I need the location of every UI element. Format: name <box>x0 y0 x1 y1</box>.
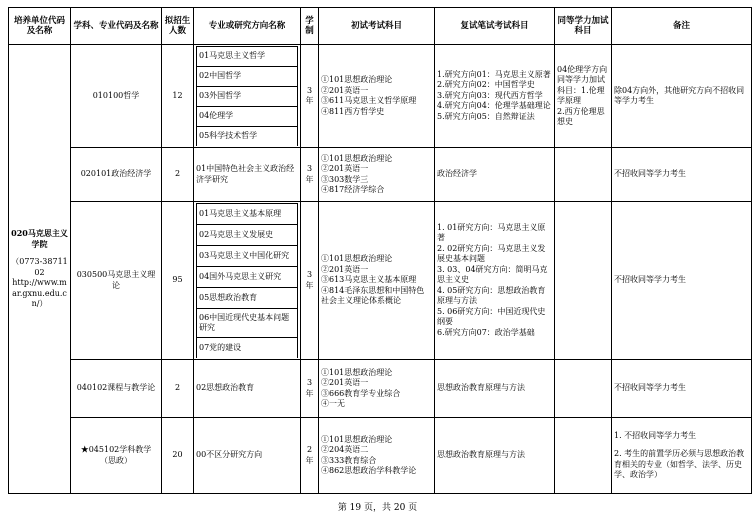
extra-cell <box>555 45 612 148</box>
major-cell: 010100哲学 <box>71 45 162 148</box>
direction-item: 03外国哲学 <box>197 87 298 107</box>
direction-cell: 01中国特色社会主义政治经济学研究 <box>194 148 301 202</box>
years-cell: 3年 <box>301 202 319 360</box>
exam-item: ③611马克思主义哲学原理 <box>321 96 417 105</box>
direction-item: 05科学技术哲学 <box>197 127 298 147</box>
exam-item: ④817经济学综合 <box>321 185 385 194</box>
quota-cell: 20 <box>162 418 194 494</box>
major-cell: 040102课程与教学论 <box>71 360 162 418</box>
admission-table <box>8 7 752 494</box>
note-item: 1. 不招收同等学力考生 <box>614 430 697 440</box>
page-footer: 第 19 页，共 20 页 <box>337 503 418 513</box>
exam-cell <box>319 418 435 494</box>
direction-item: 02马克思主义发展史 <box>197 225 298 246</box>
exam-item: ②201英语一 <box>321 378 369 387</box>
unit-phone: （0773-3871102 <box>11 257 68 277</box>
direction-item: 06中国近现代史基本问题研究 <box>197 309 298 338</box>
major-cell: 030500马克思主义理论 <box>71 202 162 360</box>
exam-item: ①101思想政治理论 <box>321 153 393 163</box>
retest-item: 2. 02研究方向：马克思主义发展史基本问题 <box>437 243 546 264</box>
major-cell: ★045102学科教学（思政） <box>71 418 162 494</box>
unit-name: 020马克思主义学院 <box>11 228 68 249</box>
exam-item: ③666教育学专业综合 <box>321 388 401 398</box>
quota-cell: 95 <box>162 202 194 360</box>
exam-cell <box>319 360 435 418</box>
retest-cell: 思想政治教育原理与方法 <box>435 360 555 418</box>
header-retest: 复试笔试考试科目 <box>435 8 555 45</box>
major-cell: 020101政治经济学 <box>71 148 162 202</box>
note-cell: 除04方向外，其他研究方向不招收同等学力考生 <box>612 45 752 148</box>
quota-cell: 12 <box>162 45 194 148</box>
exam-item: ②204英语二 <box>321 445 369 454</box>
exam-cell <box>319 202 435 360</box>
exam-item: ④811西方哲学史 <box>321 106 385 116</box>
note-cell: 不招收同等学力考生 <box>612 202 752 360</box>
exam-cell <box>319 148 435 202</box>
note-cell: 不招收同等学力考生 <box>612 148 752 202</box>
years-cell: 2年 <box>301 418 319 494</box>
extra-cell <box>555 148 612 202</box>
extra-cell <box>555 418 612 494</box>
exam-item: ①101思想政治理论 <box>321 75 393 84</box>
exam-item: ④862思想政治学科教学论 <box>321 466 417 475</box>
retest-cell: 思想政治教育原理与方法 <box>435 418 555 494</box>
retest-item: 3. 03、04研究方向：简明马克思主义史 <box>437 264 548 285</box>
header-years: 学制 <box>301 8 319 45</box>
extra-cell <box>555 202 612 360</box>
retest-item: 3.研究方向03：现代西方哲学 <box>437 90 543 100</box>
exam-item: ④814毛泽东思想和中国特色社会主义理论体系概论 <box>321 285 425 306</box>
table-row <box>9 418 752 494</box>
note-cell: 不招收同等学力考生 <box>612 360 752 418</box>
direction-cell: 00不区分研究方向 <box>194 418 301 494</box>
exam-item: ①101思想政治理论 <box>321 254 393 264</box>
direction-cell: 02思想政治教育 <box>194 360 301 418</box>
table-row <box>9 360 752 418</box>
direction-cell <box>194 202 301 360</box>
extra-item: 04伦理学方向同等学力加试科目：1.伦理学原理 <box>557 64 608 105</box>
header-direction: 专业或研究方向名称 <box>194 8 301 45</box>
exam-cell <box>319 45 435 148</box>
header-exam: 初试考试科目 <box>319 8 435 45</box>
years-cell: 3年 <box>301 148 319 202</box>
header-note: 备注 <box>612 8 752 45</box>
table-header-row <box>9 8 752 45</box>
retest-item: 5.研究方向05：自然辩证法 <box>437 111 535 121</box>
admission-table-wrapper <box>8 7 751 494</box>
exam-item: ③303数学三 <box>321 174 369 184</box>
exam-item: ①101思想政治理论 <box>321 367 393 377</box>
retest-item: 1. 01研究方向：马克思主义原著 <box>437 222 546 243</box>
note-item: 2. 考生的前置学历必须与思想政治教育相关的专业（如哲学、法学、历史学、政治学） <box>614 449 745 479</box>
header-extra: 同等学力加试科目 <box>555 8 612 45</box>
exam-item: ③333教育综合 <box>321 455 377 465</box>
header-quota: 拟招生人数 <box>162 8 194 45</box>
retest-item: 5. 06研究方向：中国近现代史纲要 <box>437 306 546 327</box>
exam-item: ②201英语一 <box>321 264 369 274</box>
exam-item: ②201英语一 <box>321 164 369 173</box>
direction-item: 03马克思主义中国化研究 <box>197 246 298 267</box>
table-row <box>9 148 752 202</box>
direction-item: 07党的建设 <box>197 338 298 359</box>
note-cell <box>612 418 752 494</box>
retest-item: 6.研究方向07：政治学基础 <box>437 327 535 337</box>
years-cell: 3年 <box>301 360 319 418</box>
direction-list <box>196 46 298 146</box>
direction-item: 02中国哲学 <box>197 67 298 87</box>
direction-item: 04伦理学 <box>197 107 298 127</box>
direction-list <box>196 203 298 358</box>
retest-item: 2.研究方向02：中国哲学史 <box>437 80 535 90</box>
retest-item: 4.研究方向04：伦理学基础理论 <box>437 101 551 111</box>
retest-cell <box>435 45 555 148</box>
unit-cell <box>9 45 71 494</box>
direction-item: 01马克思主义哲学 <box>197 47 298 67</box>
extra-item: 2.西方伦理思想史 <box>557 106 605 126</box>
unit-url[interactable]: http://www.mar.gxnu.edu.cn/） <box>12 278 67 309</box>
exam-item: ①101思想政治理论 <box>321 434 393 444</box>
extra-cell <box>555 360 612 418</box>
direction-item: 04国外马克思主义研究 <box>197 267 298 288</box>
years-cell: 3年 <box>301 45 319 148</box>
exam-item: ②201英语一 <box>321 85 369 95</box>
direction-item: 05思想政治教育 <box>197 288 298 309</box>
table-row <box>9 202 752 360</box>
retest-item: 1.研究方向01：马克思主义原著 <box>437 69 551 79</box>
retest-cell <box>435 202 555 360</box>
direction-cell <box>194 45 301 148</box>
quota-cell: 2 <box>162 360 194 418</box>
exam-item: ④一无 <box>321 399 345 408</box>
direction-item: 01马克思主义基本原理 <box>197 204 298 225</box>
retest-cell: 政治经济学 <box>435 148 555 202</box>
exam-item: ③613马克思主义基本原理 <box>321 275 417 285</box>
retest-item: 4. 05研究方向：思想政治教育原理与方法 <box>437 285 546 306</box>
header-major: 学科、专业代码及名称 <box>71 8 162 45</box>
table-row <box>9 45 752 148</box>
quota-cell: 2 <box>162 148 194 202</box>
header-unit: 培养单位代码及名称 <box>9 8 71 45</box>
